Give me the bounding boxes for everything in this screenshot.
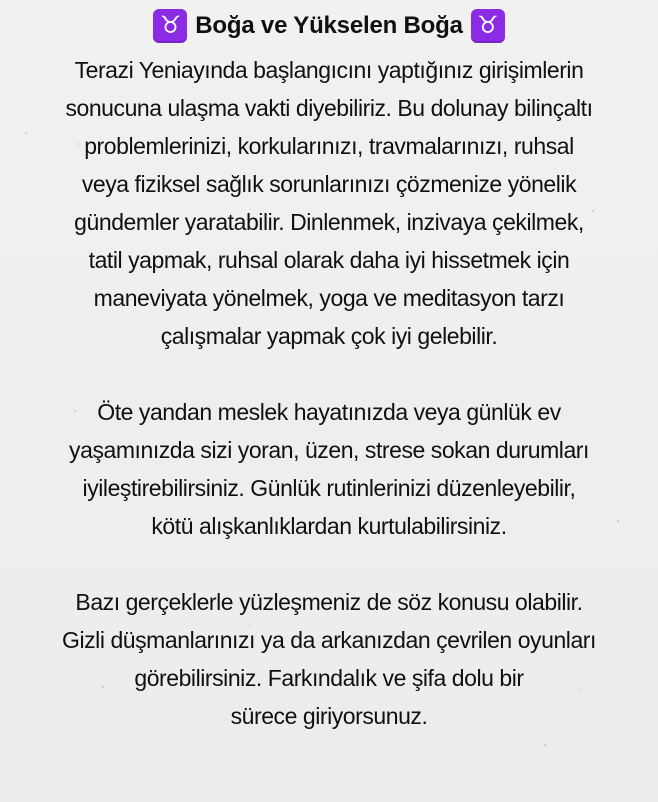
paragraph-line: problemlerinizi, korkularınızı, travmalarınızı, ruhsal — [84, 133, 574, 159]
paragraph-line: tatil yapmak, ruhsal olarak daha iyi hissetmek için — [88, 247, 570, 273]
paragraph-career-life — [20, 393, 638, 545]
paragraph-spacer — [0, 545, 658, 583]
paragraph-line: Gizli düşmanlarınızı ya da arkanızdan çevrilen oyunları — [62, 627, 596, 653]
paper-speck — [617, 520, 619, 522]
paragraph-spacer — [0, 355, 658, 393]
paragraph-line: sonucuna ulaşma vakti diyebiliriz. Bu dolunay bilinçaltı — [65, 95, 593, 121]
paragraph-awareness — [20, 583, 638, 735]
paragraph-dolunay-effects — [20, 51, 638, 355]
paragraph-line: kötü alışkanlıklardan kurtulabilirsiniz. — [151, 513, 507, 539]
paragraph-line: iyileştirebilirsiniz. Günlük rutinlerinizi düzenleyebilir, — [82, 475, 576, 501]
paragraph-line: veya fiziksel sağlık sorunlarınızı çözmenize yönelik — [81, 171, 577, 197]
paragraph-line: gündemler yaratabilir. Dinlenmek, inzivaya çekilmek, — [74, 209, 584, 235]
paragraph-line: görebilirsiniz. Farkındalık ve şifa dolu bir — [134, 665, 524, 691]
paper-speck — [74, 410, 76, 412]
paragraph-line: Öte yandan meslek hayatınızda veya günlük ev — [97, 399, 561, 425]
taurus-icon: ♉ — [153, 9, 187, 43]
paragraph-line: sürece giriyorsunuz. — [230, 703, 428, 729]
page-title: Boğa ve Yükselen Boğa — [195, 12, 463, 39]
title-row — [0, 5, 658, 47]
paragraph-line: maneviyata yönelmek, yoga ve meditasyon tarzı — [93, 285, 565, 311]
paragraph-line: Terazi Yeniayında başlangıcını yaptığınız girişimlerin — [74, 57, 584, 83]
taurus-icon: ♉ — [471, 9, 505, 43]
paragraph-line: yaşamınızda sizi yoran, üzen, strese sokan durumları — [69, 437, 589, 463]
paragraph-line: çalışmalar yapmak çok iyi gelebilir. — [160, 323, 498, 349]
paragraph-line: Bazı gerçeklerle yüzleşmeniz de söz konusu olabilir. — [75, 589, 583, 615]
paper-speck — [544, 744, 546, 746]
paper-speck — [25, 132, 27, 134]
paper-speck — [592, 210, 594, 212]
paper-speck — [102, 686, 104, 688]
